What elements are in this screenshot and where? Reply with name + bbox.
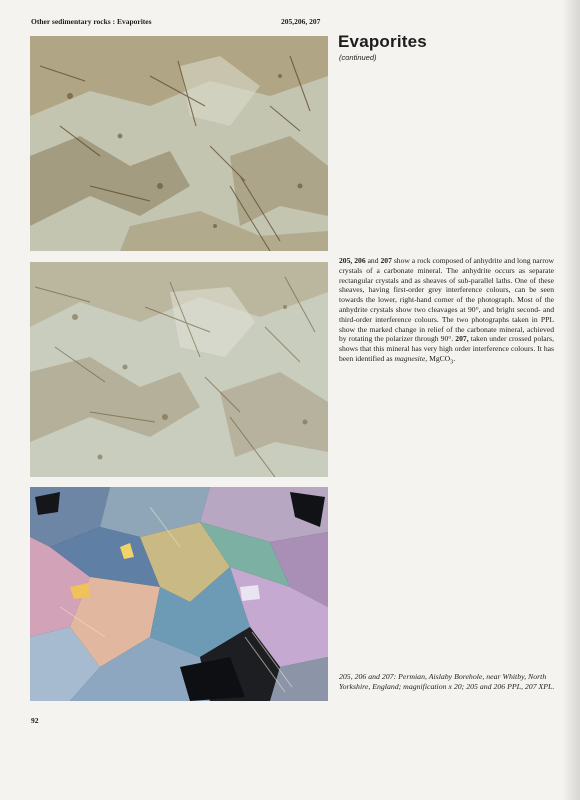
running-header-plates: 205,206, 207	[281, 17, 321, 26]
figure-caption: 205, 206 and 207: Permian, Aislaby Borehole, near Whitby, North Yorkshire, England; magnification x 20; 205 and 206 PPL, 207 XPL.	[339, 672, 555, 691]
photomicrograph-207-image	[30, 487, 328, 701]
body-lead-refs: 205, 206	[339, 256, 366, 265]
body-formula: MgCO	[427, 353, 451, 363]
photomicrograph-206-image	[30, 262, 328, 477]
photomicrograph-205-ppl	[30, 36, 328, 251]
body-text-part-2: taken under crossed polars, shows that this mineral has very high order interference colours. It has been identified as	[339, 334, 555, 363]
page-gutter-shadow	[562, 0, 580, 800]
body-paragraph	[339, 256, 554, 367]
body-and-1: and	[365, 256, 381, 265]
running-header-section: Other sedimentary rocks : Evaporites	[31, 17, 152, 26]
body-mineral-name: magnesite,	[394, 353, 428, 363]
body-lead-ref-last: 207	[380, 256, 392, 265]
body-text-part-1: show a rock composed of anhydrite and long narrow crystals of a carbonate mineral. The anhydrite occurs as separate rectangular crystals and as sheaves of sub-parallel laths. One of these sheaves, having first-order grey interference colours, can be seen towards the lower, right-hand corner of the photograph. Most of the anhydrite crystals show two cleavages at 90°, and bright second- and third-order interference colours. The two photographs taken in PPL show the marked change in relief of the carbonate mineral, achieved by rotating the polarizer through 90°.	[339, 256, 555, 344]
photomicrograph-207-xpl	[30, 487, 328, 701]
body-end: .	[453, 353, 456, 363]
page-number: 92	[31, 716, 39, 725]
photomicrograph-206-ppl	[30, 262, 328, 477]
photomicrograph-205-image	[30, 36, 328, 251]
body-ref-207: 207,	[455, 334, 469, 344]
body-formula-subscript: 3	[450, 358, 454, 366]
page-title: Evaporites	[338, 32, 427, 51]
page-subtitle: (continued)	[339, 53, 377, 62]
